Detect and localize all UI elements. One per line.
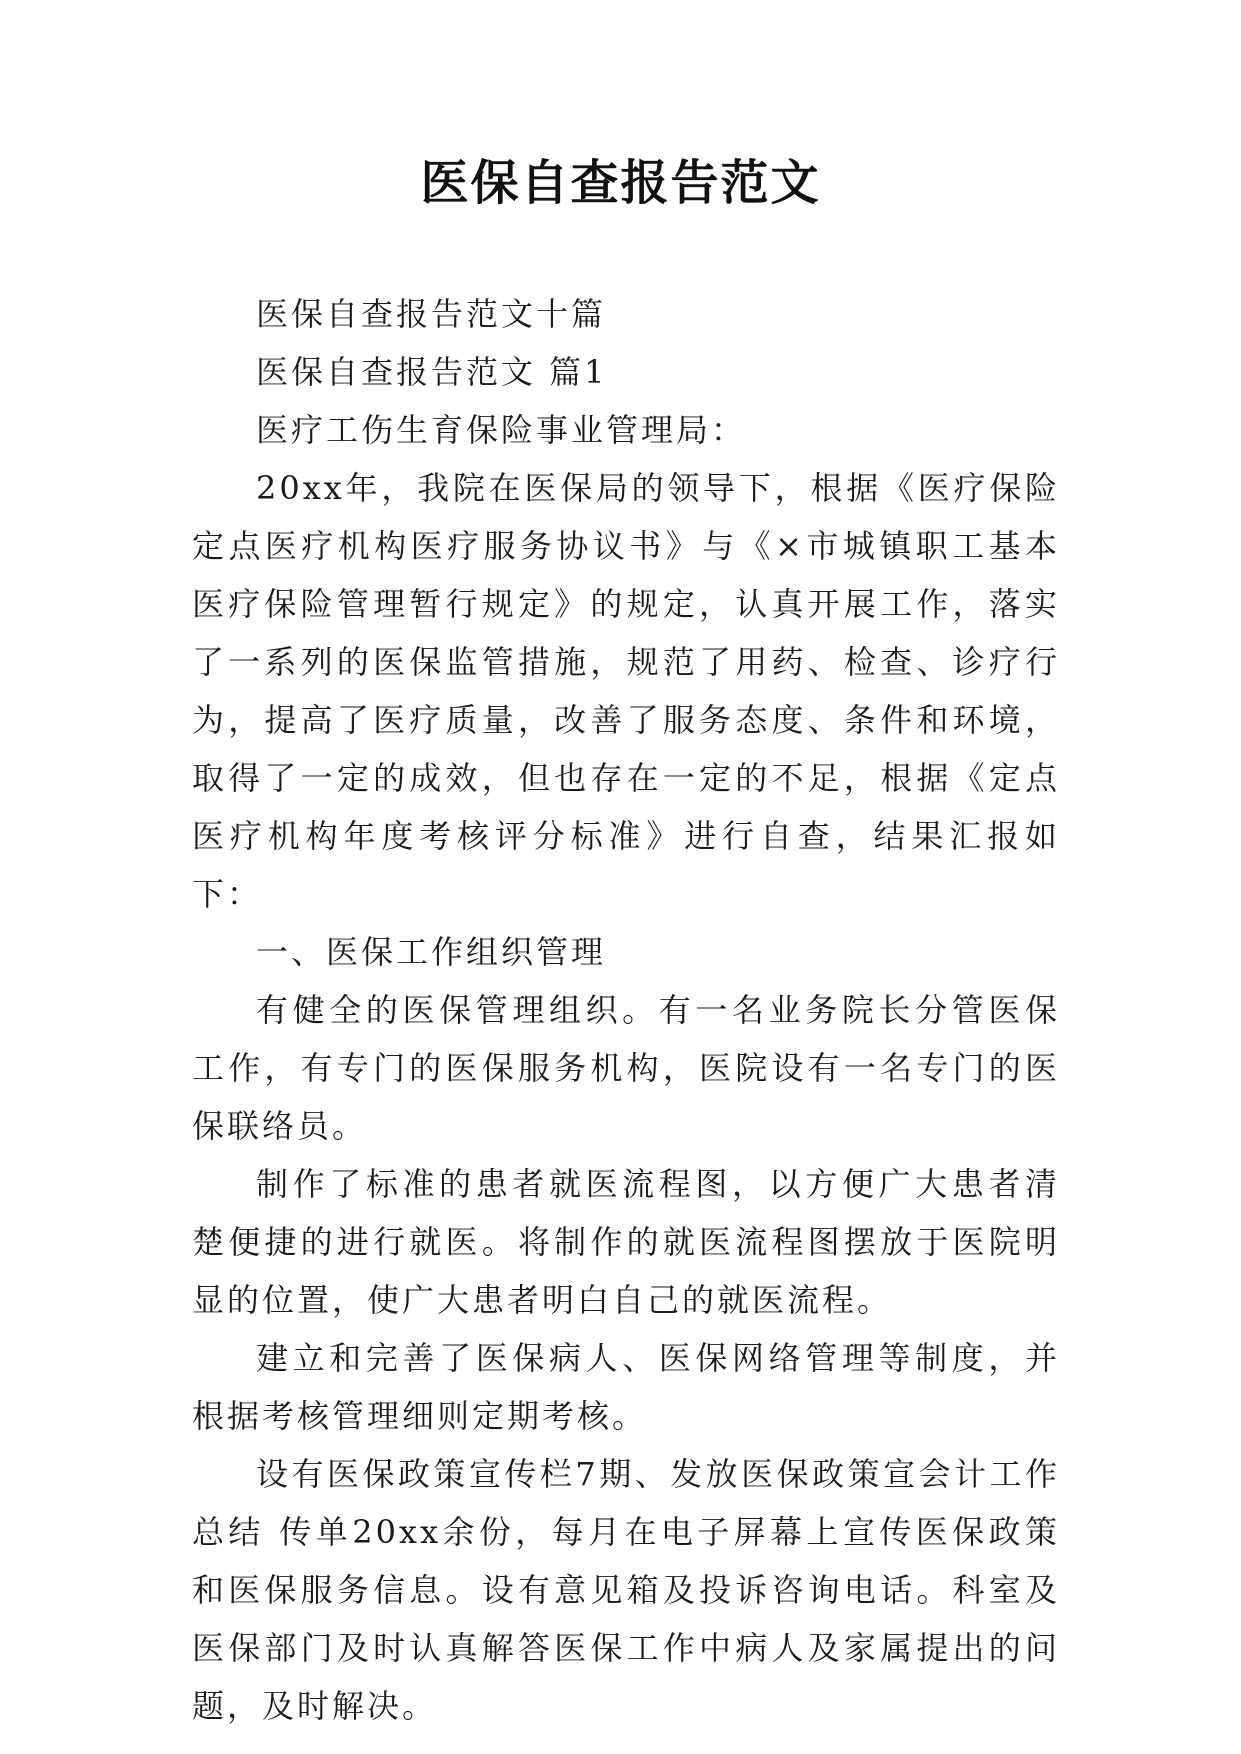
paragraph: 20xx年，我院在医保局的领导下，根据《医疗保险定点医疗机构医疗服务协议书》与《×市城镇职工基本医疗保险管理暂行规定》的规定，认真开展工作，落实了一系列的医保监管措施，规范了用药、检查、诊疗行为，提高了医疗质量，改善了服务态度、条件和环境，取得了一定的成效，但也存在一定的不足，根据《定点医疗机构年度考核评分标准》进行自查，结果汇报如下： (192, 469, 1060, 913)
paragraph: 有健全的医保管理组织。有一名业务院长分管医保工作，有专门的医保服务机构，医院设有一名专门的医保联络员。 (192, 991, 1060, 1145)
paragraph: 建立和完善了医保病人、医保网络管理等制度，并根据考核管理细则定期考核。 (192, 1339, 1060, 1435)
paragraph: 制作了标准的患者就医流程图，以方便广大患者清楚便捷的进行就医。将制作的就医流程图摆放于医院明显的位置，使广大患者明白自己的就医流程。 (192, 1165, 1060, 1319)
paragraph: 医疗工伤生育保险事业管理局： (256, 411, 747, 449)
paragraph: 设有医保政策宣传栏7期、发放医保政策宣会计工作总结 传单20xx余份，每月在电子屏幕上宣传医保政策和医保服务信息。设有意见箱及投诉咨询电话。科室及医保部门及时认真解答医保工作中病人及家属提出的问题，及时解决。 (192, 1455, 1060, 1725)
paragraph: 医保自查报告范文十篇 (256, 295, 607, 333)
paragraph: 医保自查报告范文 篇1 (256, 353, 608, 391)
section-heading: 一、医保工作组织管理 (256, 933, 607, 971)
document-body (192, 285, 1060, 1735)
document-title: 医保自查报告范文 (420, 155, 821, 211)
